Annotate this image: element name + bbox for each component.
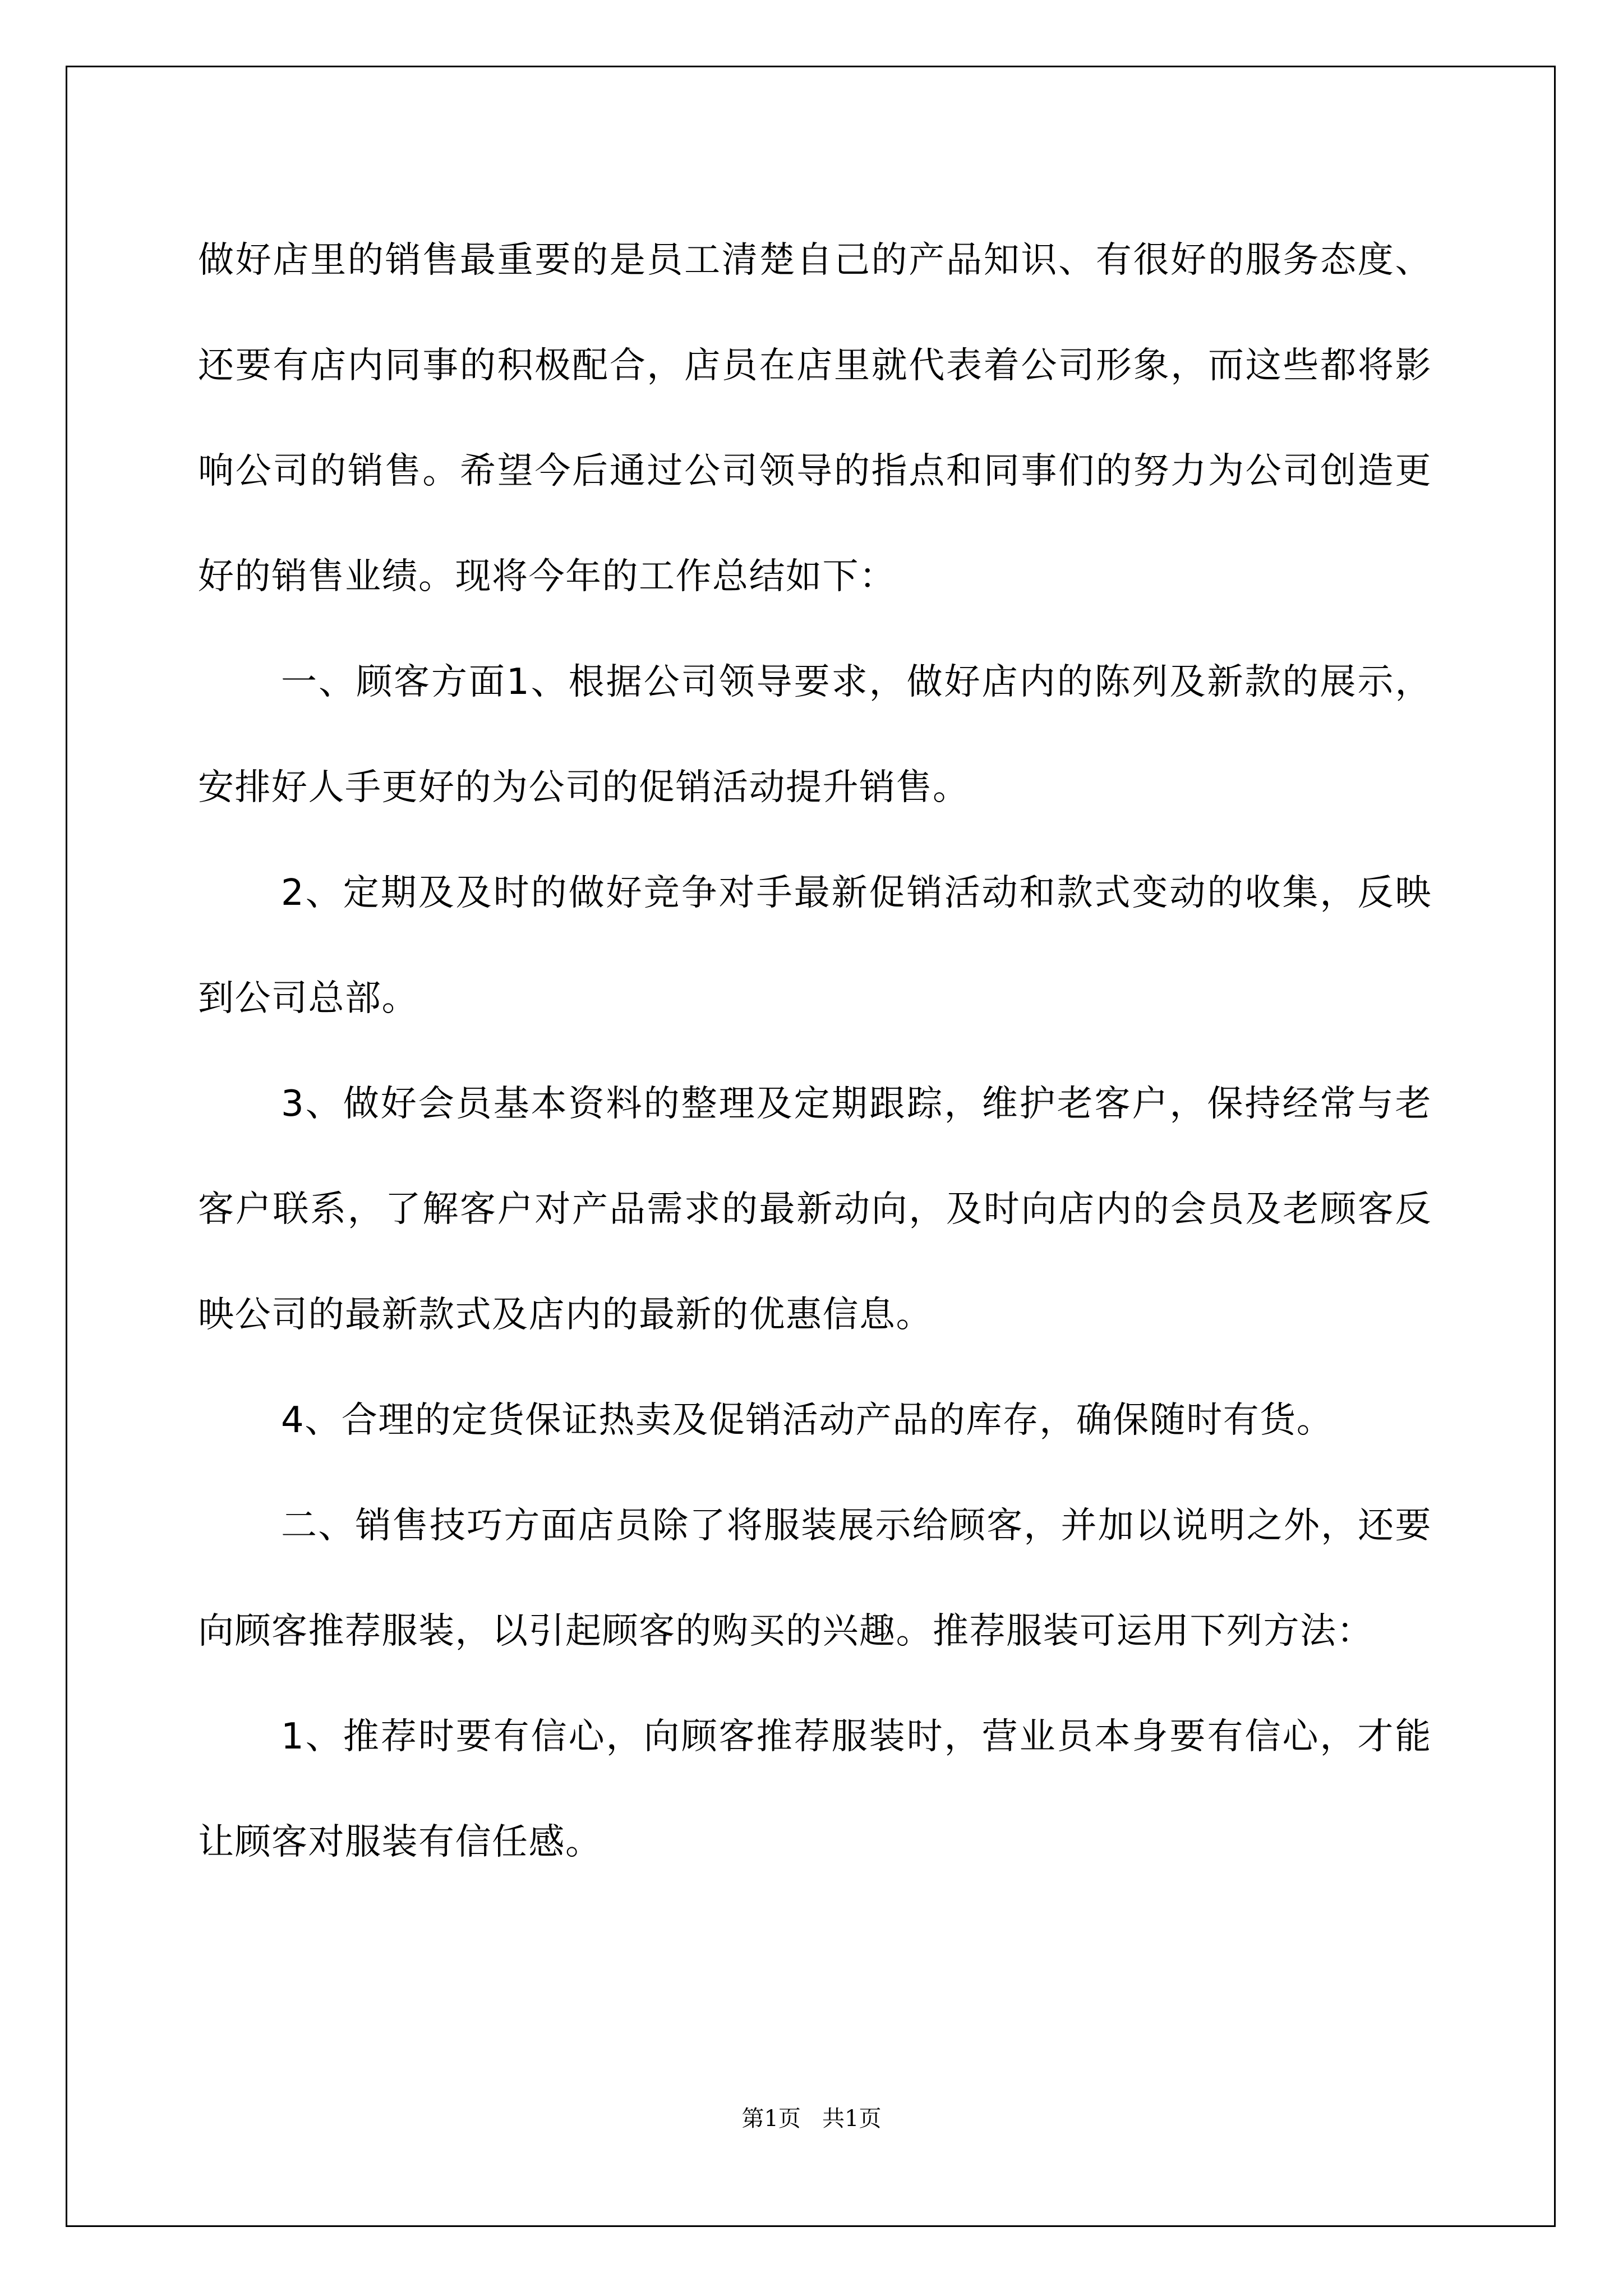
- paragraph-confidence: 1、推荐时要有信心，向顾客推荐服装时，营业员本身要有信心，才能让顾客对服装有信任感。: [198, 1716, 1432, 1863]
- paragraph-customer-section: 一、顾客方面1、根据公司领导要求，做好店内的陈列及新款的展示，安排好人手更好的为公司的促销活动提升销售。: [198, 661, 1432, 808]
- paragraph-sales-skills: 二、销售技巧方面店员除了将服装展示给顾客，并加以说明之外，还要向顾客推荐服装，以引起顾客的购买的兴趣。推荐服装可运用下列方法：: [198, 1505, 1432, 1652]
- paragraph-intro: 做好店里的销售最重要的是员工清楚自己的产品知识、有很好的服务态度、还要有店内同事的积极配合，店员在店里就代表着公司形象，而这些都将影响公司的销售。希望今后通过公司领导的指点和同事们的努力为公司创造更好的销售业绩。现将今年的工作总结如下：: [198, 240, 1432, 597]
- paragraph-member-management: 3、做好会员基本资料的整理及定期跟踪，维护老客户，保持经常与老客户联系，了解客户对产品需求的最新动向，及时向店内的会员及老顾客反映公司的最新款式及店内的最新的优惠信息。: [198, 1083, 1432, 1336]
- document-body: [198, 208, 1432, 1895]
- paragraph-competitor-tracking: 2、定期及及时的做好竞争对手最新促销活动和款式变动的收集，反映到公司总部。: [198, 872, 1432, 1019]
- page-number-footer: 第1页 共1页: [741, 2106, 882, 2132]
- paragraph-inventory: 4、合理的定货保证热卖及促销活动产品的库存，确保随时有货。: [281, 1400, 1334, 1441]
